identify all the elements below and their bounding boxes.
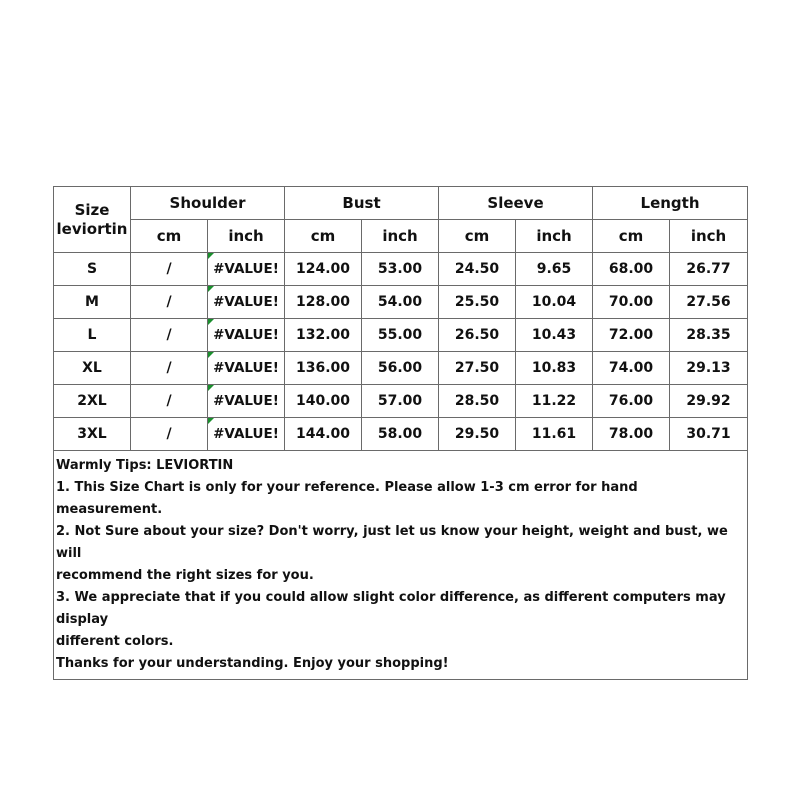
- error-cell: #VALUE!: [208, 286, 285, 319]
- unit-header-cell: inch: [516, 220, 593, 253]
- data-cell: /: [131, 253, 208, 286]
- size-cell: XL: [54, 352, 131, 385]
- bust-header: Bust: [285, 187, 439, 220]
- unit-header-cell: cm: [593, 220, 670, 253]
- shoulder-header: Shoulder: [131, 187, 285, 220]
- data-cell: 27.56: [670, 286, 748, 319]
- size-cell: L: [54, 319, 131, 352]
- size-cell: S: [54, 253, 131, 286]
- data-cell: 10.83: [516, 352, 593, 385]
- unit-header-cell: cm: [285, 220, 362, 253]
- unit-header-cell: inch: [208, 220, 285, 253]
- unit-header-cell: cm: [439, 220, 516, 253]
- data-cell: 70.00: [593, 286, 670, 319]
- table-row-3xl: [54, 418, 748, 451]
- data-cell: 10.43: [516, 319, 593, 352]
- table-row-m: [54, 286, 748, 319]
- data-cell: 27.50: [439, 352, 516, 385]
- size-cell: M: [54, 286, 131, 319]
- tips-cell: [54, 451, 748, 680]
- data-cell: 124.00: [285, 253, 362, 286]
- data-cell: 9.65: [516, 253, 593, 286]
- data-cell: 128.00: [285, 286, 362, 319]
- data-cell: 74.00: [593, 352, 670, 385]
- tips-heading: Warmly Tips: LEVIORTIN: [56, 458, 234, 473]
- data-cell: 140.00: [285, 385, 362, 418]
- unit-header-cell: inch: [362, 220, 439, 253]
- size-header-brand: leviortin: [56, 219, 128, 238]
- size-cell: 2XL: [54, 385, 131, 418]
- length-header: Length: [593, 187, 748, 220]
- error-cell: #VALUE!: [208, 418, 285, 451]
- table-row-s: [54, 253, 748, 286]
- data-cell: 28.35: [670, 319, 748, 352]
- data-cell: 29.50: [439, 418, 516, 451]
- data-cell: 26.50: [439, 319, 516, 352]
- size-chart-table: [53, 186, 748, 680]
- group-header-row: [54, 187, 748, 220]
- data-cell: 53.00: [362, 253, 439, 286]
- tips-line: different colors.: [56, 634, 174, 649]
- data-cell: 24.50: [439, 253, 516, 286]
- tips-row: [54, 451, 748, 680]
- data-cell: /: [131, 352, 208, 385]
- data-cell: 28.50: [439, 385, 516, 418]
- table-row-2xl: [54, 385, 748, 418]
- data-cell: 76.00: [593, 385, 670, 418]
- tips-line: 1. This Size Chart is only for your reference. Please allow 1-3 cm error for hand measurement.: [56, 480, 643, 517]
- data-cell: 56.00: [362, 352, 439, 385]
- unit-header-cell: cm: [131, 220, 208, 253]
- error-cell: #VALUE!: [208, 253, 285, 286]
- size-cell: 3XL: [54, 418, 131, 451]
- unit-header-row: [54, 220, 748, 253]
- data-cell: 144.00: [285, 418, 362, 451]
- data-cell: 132.00: [285, 319, 362, 352]
- tips-line: 3. We appreciate that if you could allow slight color difference, as different computers may display: [56, 590, 731, 627]
- data-cell: 10.04: [516, 286, 593, 319]
- sleeve-header: Sleeve: [439, 187, 593, 220]
- tips-line: recommend the right sizes for you.: [56, 568, 314, 583]
- table-row-xl: [54, 352, 748, 385]
- size-header-cell: [54, 187, 131, 253]
- table-row-l: [54, 319, 748, 352]
- data-cell: 11.61: [516, 418, 593, 451]
- data-cell: 55.00: [362, 319, 439, 352]
- data-cell: 58.00: [362, 418, 439, 451]
- data-cell: 25.50: [439, 286, 516, 319]
- data-cell: 136.00: [285, 352, 362, 385]
- data-cell: 30.71: [670, 418, 748, 451]
- data-cell: 57.00: [362, 385, 439, 418]
- data-cell: 29.92: [670, 385, 748, 418]
- tips-line: 2. Not Sure about your size? Don't worry, just let us know your height, weight and bust, we will: [56, 524, 733, 561]
- data-cell: 68.00: [593, 253, 670, 286]
- error-cell: #VALUE!: [208, 352, 285, 385]
- data-cell: 11.22: [516, 385, 593, 418]
- tips-closing: Thanks for your understanding. Enjoy your shopping!: [56, 656, 449, 671]
- data-cell: 54.00: [362, 286, 439, 319]
- data-cell: /: [131, 286, 208, 319]
- error-cell: #VALUE!: [208, 319, 285, 352]
- data-cell: 78.00: [593, 418, 670, 451]
- unit-header-cell: inch: [670, 220, 748, 253]
- data-cell: 29.13: [670, 352, 748, 385]
- data-cell: /: [131, 385, 208, 418]
- data-cell: 26.77: [670, 253, 748, 286]
- data-cell: /: [131, 319, 208, 352]
- data-cell: 72.00: [593, 319, 670, 352]
- size-header-label: Size: [74, 200, 110, 219]
- data-cell: /: [131, 418, 208, 451]
- error-cell: #VALUE!: [208, 385, 285, 418]
